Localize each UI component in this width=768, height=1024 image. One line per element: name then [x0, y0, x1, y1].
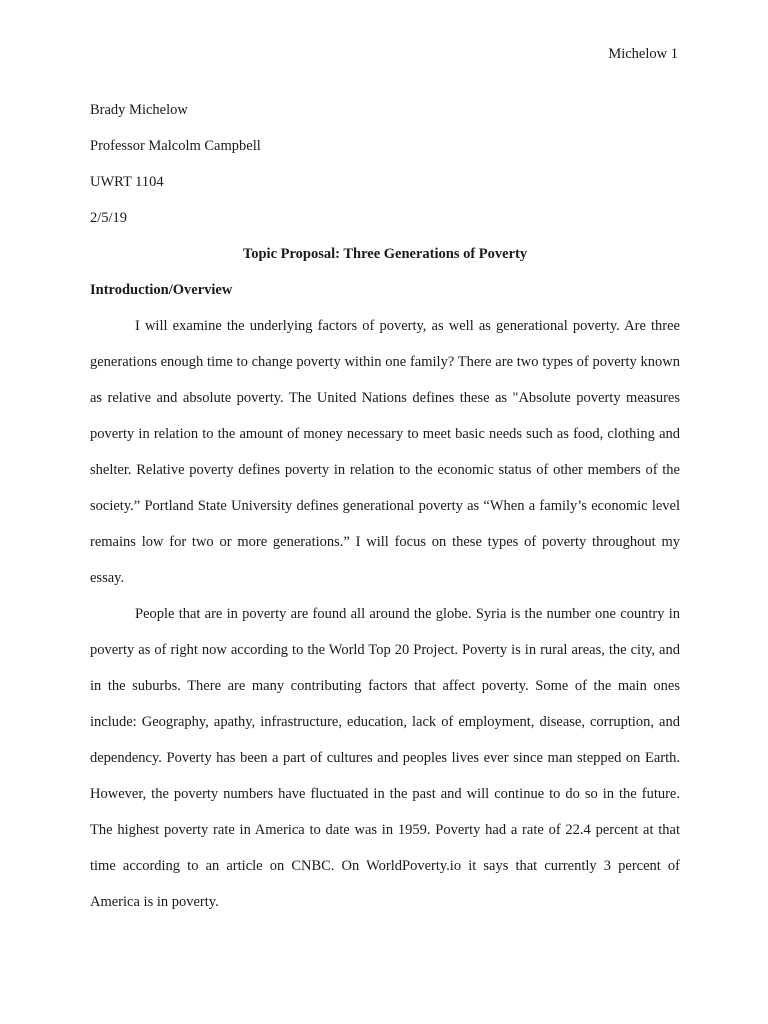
- professor-name: Professor Malcolm Campbell: [90, 138, 261, 154]
- author-name: Brady Michelow: [90, 102, 188, 118]
- document-title: Topic Proposal: Three Generations of Poverty: [242, 246, 528, 262]
- document-date: 2/5/19: [90, 210, 128, 226]
- course-code: UWRT 1104: [90, 174, 164, 190]
- running-head: Michelow 1: [608, 46, 678, 62]
- paragraph-2: People that are in poverty are found all around the globe. Syria is the number one country in poverty as of right now according to the World Top 20 Project. Poverty is in rural areas, the city, and in the suburbs. There are many contributing factors that affect poverty. Some of the main ones include: Geography, apathy, infrastructure, education, lack of employment, disease, corruption, and dependency. Poverty has been a part of cultures and peoples lives ever since man stepped on Earth. However, the poverty numbers have fluctuated in the past and will continue to do so in the future. The highest poverty rate in America to date was in 1959. Poverty had a rate of 22.4 percent at that time according to an article on CNBC. On WorldPoverty.io it says that currently 3 percent of America is in poverty.: [90, 606, 680, 910]
- paragraph-1: I will examine the underlying factors of poverty, as well as generational poverty. Are three generations enough time to change poverty within one family? There are two types of poverty known as relative and absolute poverty. The United Nations defines these as "Absolute poverty measures poverty in relation to the amount of money necessary to meet basic needs such as food, clothing and shelter. Relative poverty defines poverty in relation to the economic status of other members of the society.” Portland State University defines generational poverty as “When a family’s economic level remains low for two or more generations.” I will focus on these types of poverty throughout my essay.: [90, 318, 680, 586]
- document-body: [90, 92, 680, 920]
- section-heading: Introduction/Overview: [90, 282, 233, 298]
